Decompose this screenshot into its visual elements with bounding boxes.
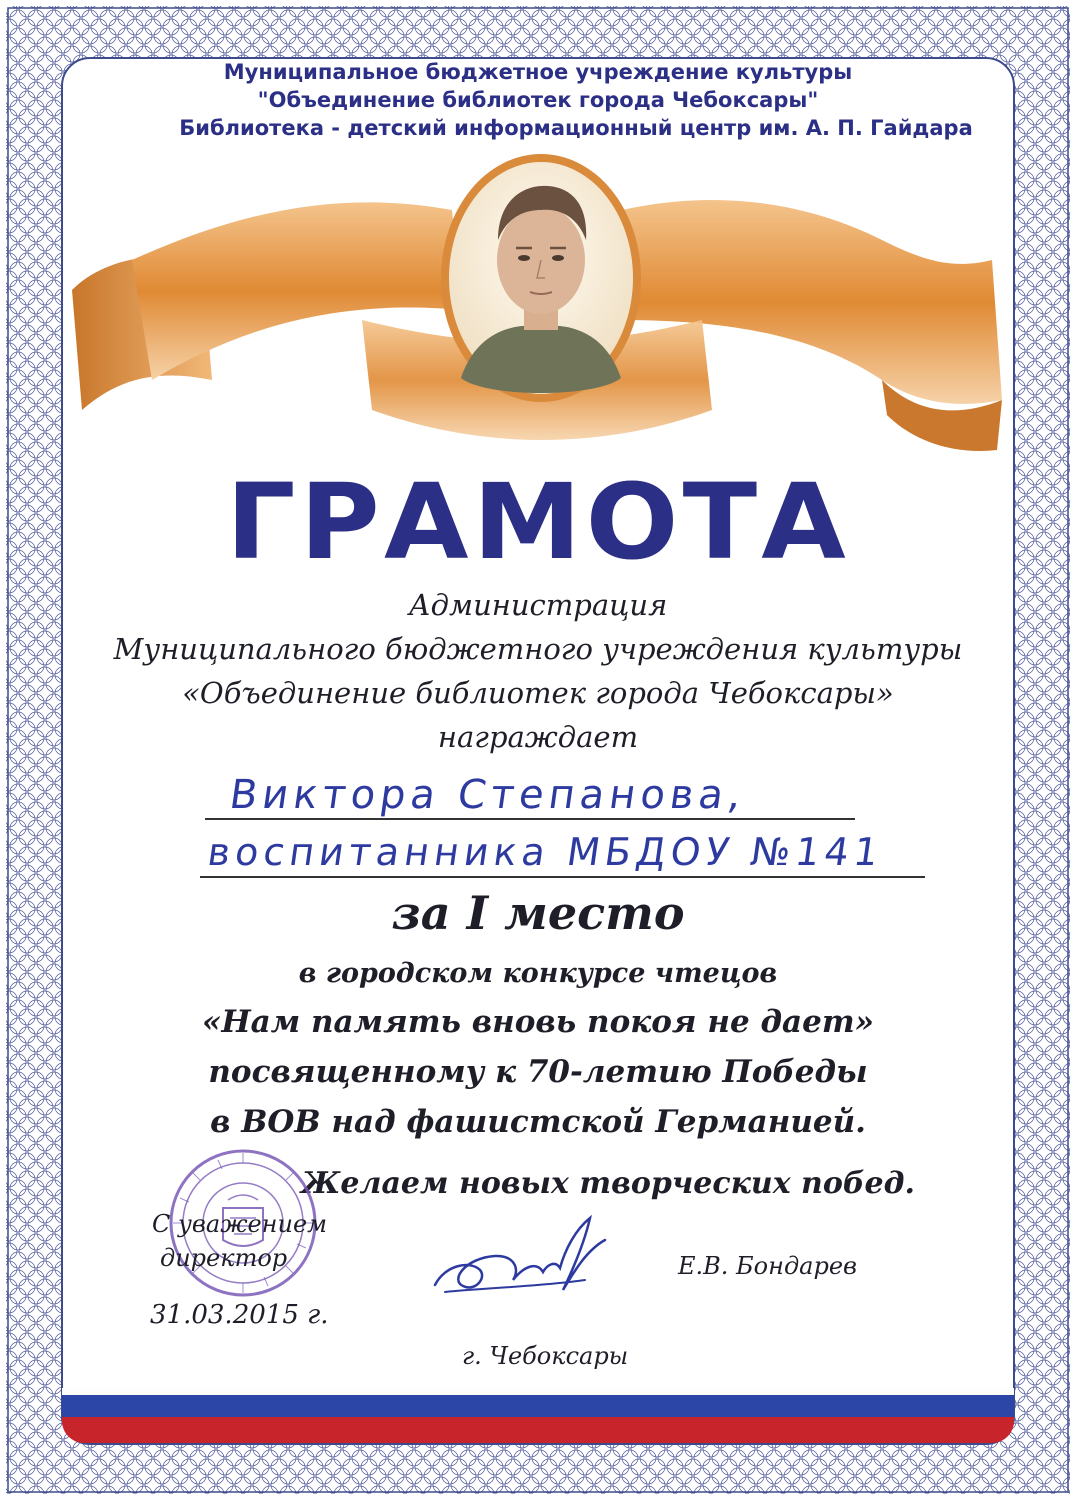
director-name: Е.В. Бондарев [678,1252,857,1280]
director-label: директор [160,1244,288,1272]
header-association: "Объединение библиотек города Чебоксары" [257,88,819,112]
body-association: «Объединение библиотек города Чебоксары» [182,676,894,710]
date-label: 31.03.2015 г. [150,1300,329,1330]
award-place: за I место [391,886,685,940]
flag-stripe-blue [62,1395,1014,1417]
header-library: Библиотека - детский информационный центр им. А. П. Гайдара [179,116,973,140]
recipient-name: Виктора Степанова, [226,772,750,818]
contest-line-3: посвященному к 70-летию Победы [208,1054,868,1090]
flag-stripe-red [62,1417,1014,1443]
contest-line-4: в ВОВ над фашистской Германией. [210,1104,866,1140]
recipient-detail: воспитанника МБДОУ №141 [204,830,887,874]
document-title: ГРАМОТА [225,461,851,583]
contest-line-2: «Нам память вновь покоя не дает» [201,1004,875,1040]
recipient-name-underline [205,818,855,820]
recipient-detail-underline [200,876,925,878]
portrait-medallion [436,148,646,408]
wish-text: Желаем новых творческих побед. [301,1166,915,1201]
contest-line-1: в городском конкурсе чтецов [298,958,778,989]
header-institution: Муниципальное бюджетное учреждение культуры [223,60,853,84]
body-administration: Администрация [408,588,668,622]
body-institution: Муниципального бюджетного учреждения культуры [113,632,963,666]
handwritten-signature [425,1210,625,1305]
body-awards: награждает [437,720,639,754]
city-label: г. Чебоксары [462,1342,629,1370]
regards-label: С уважением [152,1210,328,1238]
